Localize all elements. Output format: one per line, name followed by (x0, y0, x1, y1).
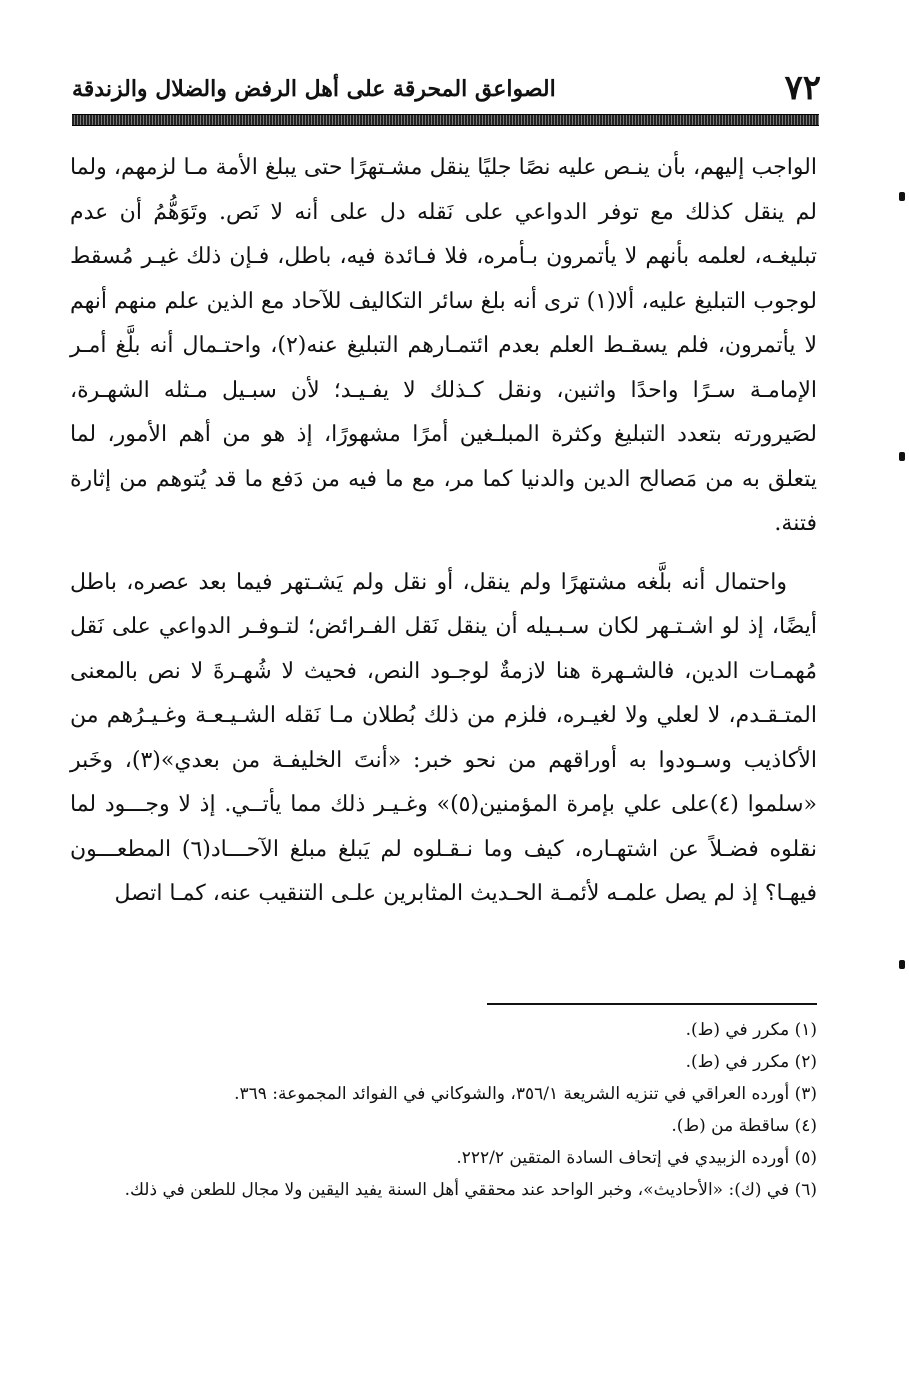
page-header (72, 68, 821, 112)
footnote-rule (487, 1003, 817, 1005)
paragraph-1: الواجب إليهم، بأن ينـص عليه نصًا جليًا ينقل مشـتهرًا حتى يبلغ الأمة مـا لزمهم، ولما لم ينقل كذلك مع توفر الدواعي على نَقله دل على أنه لا نَص. وتَوَهُّمُ أن عدم تبليغـه، لعلمه بأنهم لا يأتمرون بـأمره، فلا فـائدة فيه، باطل، فـإن ذلك غيـر مُسقط لوجوب التبليغ عليه، ألا(١) ترى أنه بلغ سائر التكاليف للآحاد مع الذين علم منهم أنهم لا يأتمرون، فلم يسقـط العلم بعدم ائتمـارهم التبليغ عنه(٢)، واحتـمال أنه بلَّغ أمـر الإمامـة سـرًا واحدًا واثنين، ونقل كـذلك لا يفـيـد؛ لأن سبـيل مـثله الشهـرة، لصَيرورته بتعدد التبليغ وكثرة المبلـغين أمرًا مشهورًا، إذ هو من أهم الأمور، لما يتعلق به من مَصالح الدين والدنيا كما مر، مع ما فيه من دَفع ما قد يُتوهم من إثارة فتنة. (70, 155, 818, 536)
page-number: ٧٢ (784, 68, 821, 108)
footnotes (70, 1014, 817, 1206)
footnote-5: (٥) أورده الزبيدي في إتحاف السادة المتقين ٢٢٢/٢. (456, 1148, 817, 1168)
footnote-4: (٤) ساقطة من (ط). (671, 1116, 817, 1136)
footnote-1: (١) مكرر في (ط). (685, 1020, 817, 1040)
header-rule (72, 114, 819, 126)
margin-mark (899, 192, 905, 201)
margin-mark (899, 960, 905, 969)
footnote-6: (٦) في (ك): «الأحاديث»، وخبر الواحد عند محققي أهل السنة يفيد اليقين ولا مجال للطعن في ذلك. (124, 1180, 817, 1200)
margin-mark (899, 452, 905, 461)
footnote-3: (٣) أورده العراقي في تنزيه الشريعة ٣٥٦/١، والشوكاني في الفوائد المجموعة: ٣٦٩. (234, 1084, 817, 1104)
main-text (70, 146, 817, 917)
footnote-2: (٢) مكرر في (ط). (685, 1052, 817, 1072)
paragraph-2: واحتمال أنه بلَّغه مشتهرًا ولم ينقل، أو نقل ولم يَشـتهر فيما بعد عصره، باطل أيضًا، إذ لو اشـتـهر لكان سـبـيله أن ينقل نَقل الفـرائض؛ لتـوفـر الدواعي على نَقل مُهمـات الدين، فالشـهرة هنا لازمةٌ لوجـود النص، فحيث لا شُهـرةَ لا نص بالمعنى المتـقـدم، لا لعلي ولا لغيـره، فلزم من ذلك بُطلان مـا نَقله الشـيـعـة وغـيـرُهم من الأكاذيب وسـودوا به أوراقهم من نحو خبر: «أنتَ الخليفـة من بعدي»(٣)، وخَبر «سلموا (٤)على علي بإمرة المؤمنين(٥)» وغـيـر ذلك مما يأتــي. إذ لا وجـــود لما نقلوه فضـلاً عن اشتهـاره، كيف وما نـقـلوه لم يَبلغ مبلغ الآحـــاد(٦) المطعـــون فيهـا؟ إذ لم يصل علمـه لأئمـة الحـديث المثابرين علـى التنقيب عنه، كمـا اتصل (70, 569, 817, 906)
running-title: الصواعق المحرقة على أهل الرفض والضلال والزندقة (72, 76, 556, 102)
